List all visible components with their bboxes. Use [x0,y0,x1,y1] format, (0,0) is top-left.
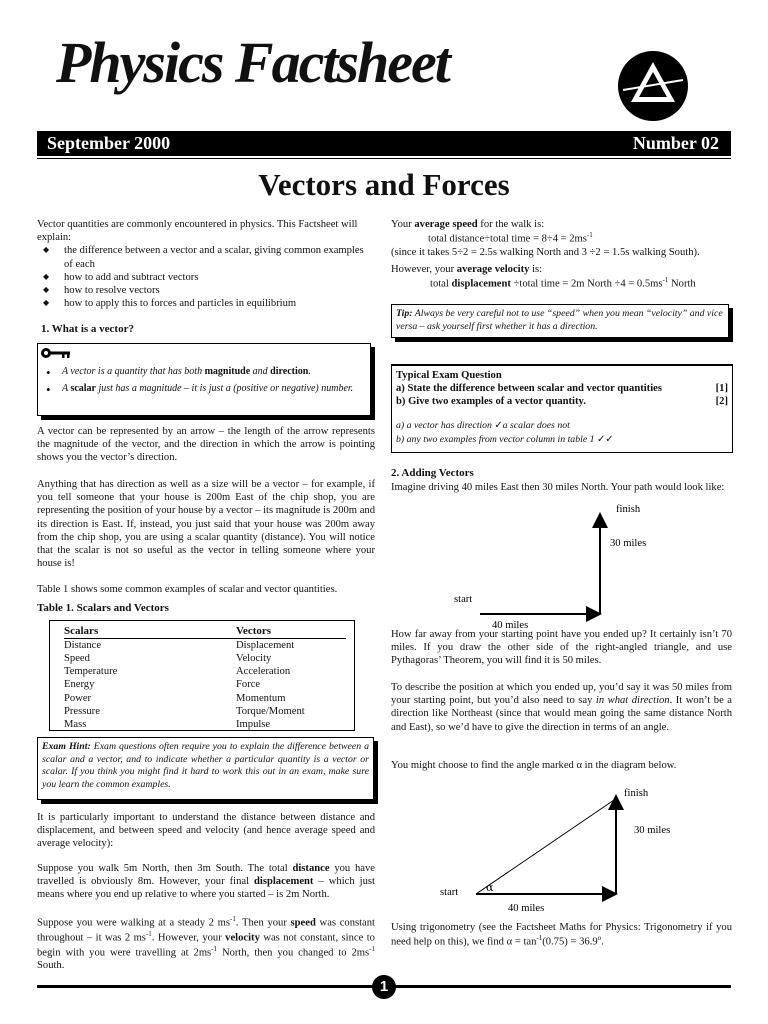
masthead: Physics Factsheet [56,30,449,95]
hypotenuse-line [476,800,614,894]
table-row: Mass Impulse [64,719,271,731]
imagine-paragraph: Imagine driving 40 miles East then 30 miles North. Your path would look like: [391,482,725,493]
start-label: start [440,887,459,898]
bullet-item: ◆ how to apply this to forces and particles in equilibrium [43,297,375,310]
table-header-vectors: Vectors [236,625,272,637]
important-paragraph: It is particularly important to understand the distance between distance and displacement, and between speed and velocity (and hence average speed and average velocity): [37,812,375,850]
walk-paragraph: Suppose you walk 5m North, then 3m South. The total distance you have travelled is obviously 8m. However, your final displacement – which just means where you end up relative to where you started – is 2m North. [37,863,376,901]
triangle-diagram [436,782,676,917]
bullet-item: ◆ the difference between a vector and a scalar, giving common examples of each [43,244,375,270]
page-title: Vectors and Forces [258,167,510,202]
tick-icon: ✓✓ [596,434,614,446]
prism-logo-icon [617,50,689,122]
north-label: 30 miles [634,825,671,836]
intro-block [37,218,375,311]
tip-label: Tip: [396,308,413,319]
intro-bullets [43,244,375,310]
table-row: Pressure Torque/Moment [64,705,305,717]
describe-paragraph: To describe the position at which you ended up, you’d say it was 50 miles from your starting point, but you’d also need to say in what direction. It won’t be a direction like Northeast (since that would mean going the same distance North and East), so we’d have to give the direction in terms of an angle. [391,682,732,733]
definition-scalar: • A scalar just has a magnitude – it is just a (positive or negative) number. [44,381,364,398]
avg-velocity-text: However, your average velocity is: [391,264,543,276]
finish-label: finish [624,788,649,799]
table-row: Energy Force [64,679,261,691]
bullet-item: ◆ how to add and subtract vectors [43,271,375,284]
exam-question-a: a) State the difference between scalar and vector quantities [1] [396,383,728,395]
choose-paragraph: You might choose to find the angle marked α in the diagram below. [391,760,677,771]
definition-box [37,343,371,416]
table-intro: Table 1 shows some common examples of scalar and vector quantities. [37,584,338,595]
definition-vector: • A vector is a quantity that has both magnitude and direction. [44,364,364,381]
divider [37,158,731,159]
tip-box [391,304,729,338]
trig-paragraph: Using trigonometry (see the Factsheet Maths for Physics: Trigonometry if you need help on this), we find $\alpha = \tan^{-1}(0.75) = 36.9^o$. [391,922,732,948]
issue-bar [37,131,731,156]
table-row: Power Momentum [64,692,286,704]
hint-text: Exam questions often require you to explain the difference between a scalar and a vector, and to indicate whether a particular quantity is a vector or scalar. If you think you might find it hard to work this out in an exam, make sure you learn the common examples. [42,741,369,791]
exam-answers [396,419,728,448]
table-row: Distance Displacement [64,639,295,651]
average-speed-block [391,218,732,291]
alpha-label: α [486,881,494,894]
how-far-paragraph: How far away from your starting point have you ended up? It certainly isn’t 70 miles. If you draw the other side of the right-angled triangle, and use Pythagoras’ Theorem, you will find it is 50 miles. [391,629,732,667]
table-row: Temperature Acceleration [64,666,291,678]
section-heading: 2. Adding Vectors [391,467,474,479]
exam-question-box [391,364,733,453]
table-header-scalars: Scalars [64,625,99,637]
bullet-item: ◆ how to resolve vectors [43,284,375,297]
section-heading: 1. What is a vector? [41,323,134,335]
tick-icon: ✓ [494,419,503,431]
steady-paragraph: Suppose you were walking at a steady 2 $ms^{-1}$. Then your speed was constant throughout – it was 2 $ms^{-1}$. However, your velocity was not constant, since to begin with you were travelling at $2ms^{-1}$ North, then you changed to $2ms^{-1}$ South. [37,915,375,972]
north-label: 30 miles [610,538,647,549]
anything-paragraph: Anything that has direction as well as a size will be a vector – for example, if you tell someone that your house is 200m East of the chip shop, you are representing the position of your house by a vector – its magnitude is 200m and its direction is East. If, instead, you just said that your house was 200m away from the chip shop, you are using a scalar quantity (distance). You will notice that the scalar is not so useful as the vector in telling someone where your house is! [37,479,375,570]
east-label: 40 miles [492,620,529,630]
table-row: Speed Velocity [64,652,272,664]
path-diagram [440,500,670,630]
avg-velocity-calc: total displacement ÷total time = 2m North $\div 4 = 0.5ms^{-1}$ North [430,276,696,290]
avg-speed-since: (since it takes 5÷2 = 2.5s walking North and 3 ÷2 = 1.5s walking South). [391,247,700,258]
page-number: 1 [372,975,396,999]
avg-speed-calc: total distance÷total time = $8\div 4 = 2ms^{-1}$ [428,231,593,245]
answer-a: a) a vector has direction ✓a scalar does not [396,419,570,431]
avg-speed-text: Your average speed for the walk is: [391,219,545,230]
exam-hint-box [37,737,374,800]
east-label: 40 miles [508,903,545,914]
key-icon [40,347,72,359]
scalar-vector-table [49,620,355,731]
answer-b: b) any two examples from vector column in table 1 ✓✓ [396,434,614,446]
finish-label: finish [616,504,641,515]
hint-label: Exam Hint: [42,741,91,752]
issue-date: September 2000 [47,133,171,154]
intro-text: Vector quantities are commonly encountered in physics. This Factsheet will explain: [37,219,358,244]
arrow-paragraph: A vector can be represented by an arrow – the length of the arrow represents the magnitude of the vector, and the direction in which the arrow is pointing shows you the vector’s direction. [37,426,375,464]
tip-text: Always be very careful not to use “speed” when you mean “velocity” and vice versa – ask yourself first whether it has a direction. [396,308,723,333]
exam-title: Typical Exam Question [396,370,502,381]
table-caption: Table 1. Scalars and Vectors [37,602,169,614]
start-label: start [454,594,473,605]
issue-number: Number 02 [632,133,719,154]
exam-question-b: b) Give two examples of a vector quantity. [2] [396,396,728,408]
